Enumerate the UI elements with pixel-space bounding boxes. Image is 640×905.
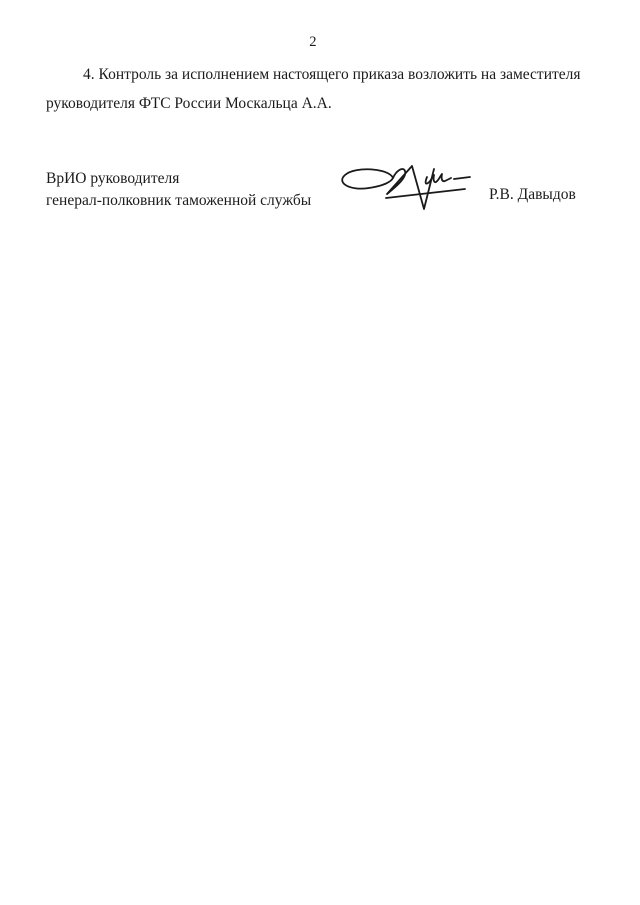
order-control-paragraph: [46, 60, 580, 118]
signer-name: Р.В. Давыдов: [489, 186, 576, 203]
paragraph-line-2: руководителя ФТС России Москальца А.А.: [46, 95, 332, 112]
signer-position-line-1: ВрИО руководителя: [46, 170, 180, 187]
paragraph-line-1: 4. Контроль за исполнением настоящего приказа возложить на заместителя: [83, 66, 581, 83]
signer-position-line-2: генерал-полковник таможенной службы: [46, 192, 312, 209]
page-number: 2: [309, 34, 317, 50]
signer-position-block: [46, 168, 311, 212]
handwritten-signature-icon: [337, 153, 487, 221]
